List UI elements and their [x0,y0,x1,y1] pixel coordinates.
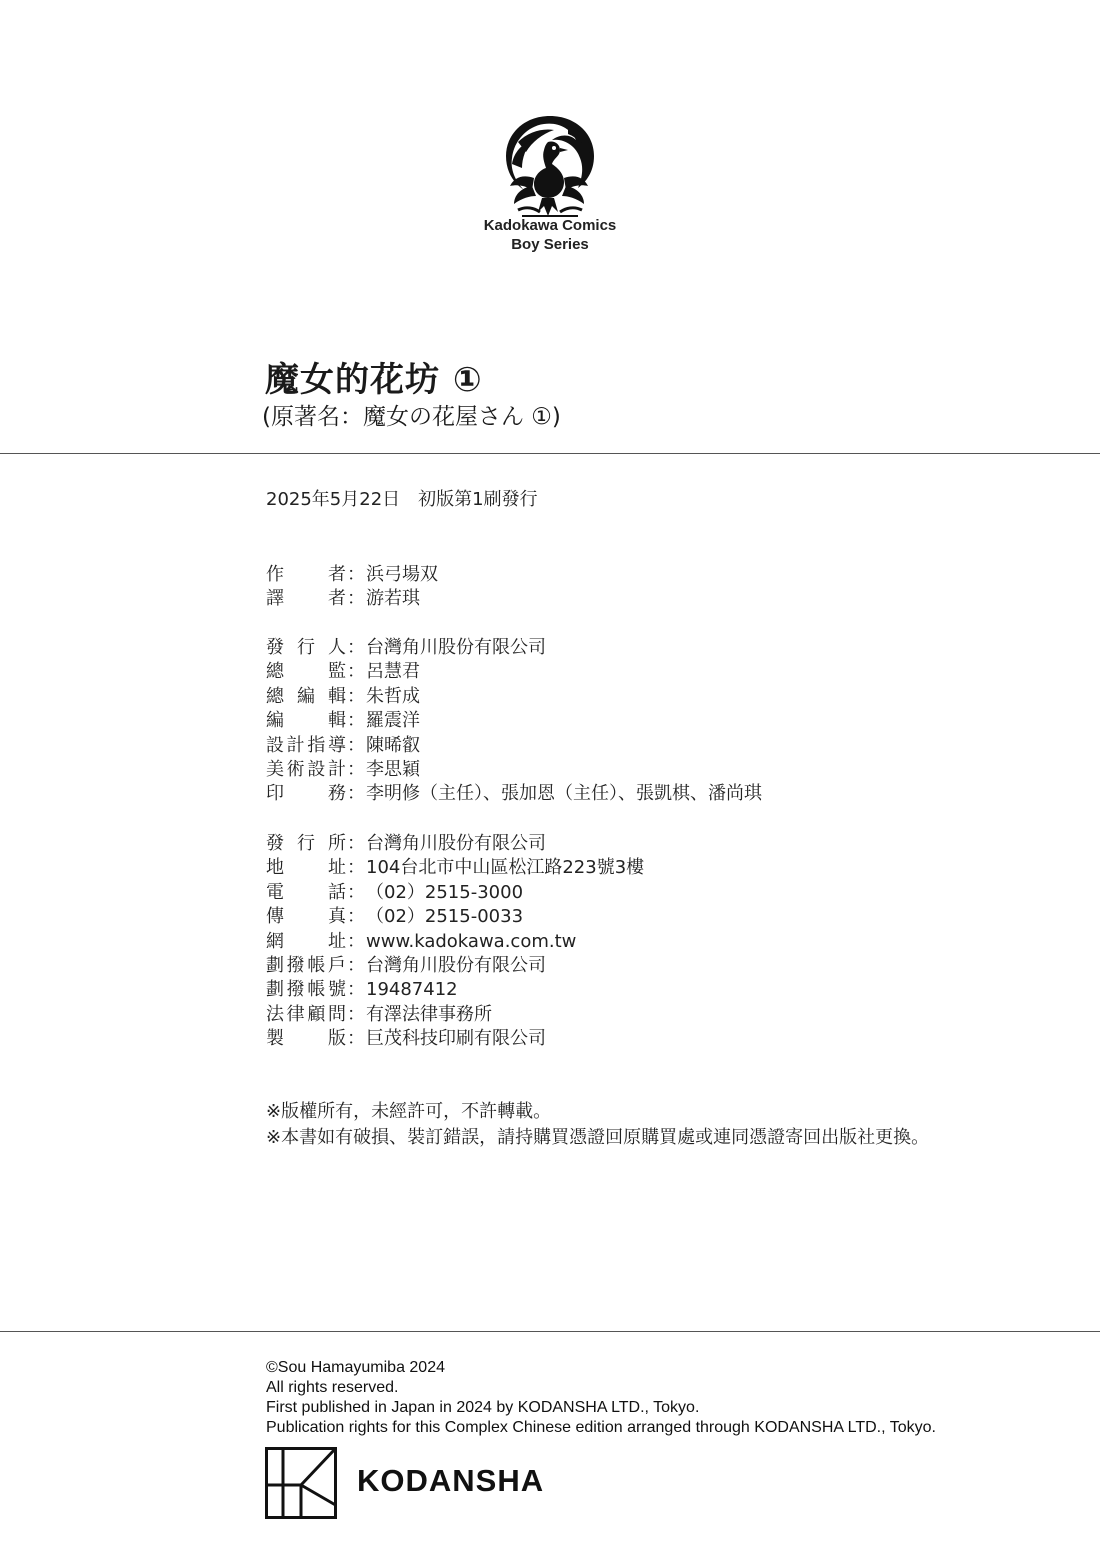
credit-label-char: 術 [286,758,305,780]
series-name-line1: Kadokawa Comics [483,217,617,234]
credit-label-char: 譯 [266,588,284,610]
divider-top [0,453,1100,454]
credit-value: 李明修（主任）、張加恩（主任）、張凱棋、潘尚琪 [366,783,762,805]
divider-bottom [0,1331,1100,1332]
credit-label-char: 法 [266,1003,284,1025]
credit-label-char: 律 [286,1003,305,1025]
credit-value: （02）2515-0033 [366,906,524,928]
credit-row [266,758,762,782]
credit-separator: ： [347,685,365,707]
credit-row [266,734,762,758]
copyright-line: All rights reserved. [266,1379,399,1396]
credit-label [266,782,346,806]
credit-row [266,563,438,587]
credit-label-char: 輯 [328,685,346,707]
credit-row [266,930,644,954]
credit-label-char: 版 [328,1028,346,1050]
book-title: 魔女的花坊 ① [265,360,483,400]
credit-row [266,1003,644,1027]
original-title: (原著名：魔女の花屋さん ①) [262,404,561,430]
credit-row [266,636,762,660]
credit-separator: ： [347,783,365,805]
notices [266,1099,929,1151]
credit-label [266,709,346,733]
credit-label [266,758,346,782]
credit-label [266,930,346,954]
credit-label-char: 印 [266,783,284,805]
credit-separator: ： [347,758,365,780]
credit-value: 有澤法律事務所 [366,1003,492,1025]
credit-separator: ： [347,906,365,928]
credit-label [266,587,346,611]
credit-separator: ： [347,833,365,854]
credits-publisher-info [266,832,644,1052]
credit-label-char: 顧 [307,1003,326,1025]
credit-separator: ： [347,979,365,1001]
credit-label-char: 監 [328,661,346,683]
credit-label [266,954,346,978]
credit-label-char: 話 [328,881,346,903]
credit-row [266,881,644,905]
credit-row [266,978,644,1002]
credit-label-char: 所 [328,833,346,854]
credit-label-char: 設 [307,758,326,780]
credit-value: 羅震洋 [366,710,420,732]
credit-label-char: 帳 [307,954,326,976]
credit-label-char: 行 [297,637,315,658]
credit-separator: ： [347,1003,365,1025]
credit-row [266,587,438,611]
credit-value: 朱哲成 [366,685,420,707]
credit-label-char: 製 [266,1028,284,1050]
credit-separator: ： [347,881,365,903]
credit-row [266,905,644,929]
credit-separator: ： [347,710,365,732]
credit-label-char: 人 [328,637,346,658]
credit-separator: ： [347,588,365,610]
phoenix-emblem-icon [498,112,602,222]
credit-label [266,832,346,856]
credit-label [266,660,346,684]
credit-separator: ： [347,1028,365,1050]
credit-label [266,1027,346,1051]
credit-row [266,709,762,733]
credit-label [266,881,346,905]
credit-label-char: 計 [286,734,305,756]
credit-label-char: 總 [266,661,284,683]
credit-label-char: 指 [307,734,326,756]
credit-label-char: 真 [328,906,346,928]
credit-label-char: 網 [266,930,284,952]
credit-separator: ： [347,661,365,683]
kodansha-mark-icon [265,1447,337,1519]
credit-label-char: 發 [266,637,284,658]
credit-label-char: 計 [327,758,346,780]
credit-label [266,685,346,709]
credit-label-char: 設 [266,734,284,756]
credit-label-char: 美 [266,758,284,780]
credit-label-char: 行 [297,833,315,854]
credit-row [266,954,644,978]
credit-label-char: 作 [266,564,284,585]
notice-line: ※版權所有，未經許可，不許轉載。 [266,1101,552,1122]
credit-label [266,978,346,1002]
credit-value: 浜弓場双 [366,564,438,585]
credit-label-char: 總 [266,685,284,707]
credit-label-char: 撥 [286,954,305,976]
credit-label-char: 戶 [327,954,346,976]
kodansha-logo-text: KODANSHA [357,1463,545,1498]
credit-label-char: 址 [328,930,346,952]
credits-staff [266,636,762,807]
copyright-line: ©Sou Hamayumiba 2024 [266,1359,445,1376]
credit-separator: ： [347,564,365,585]
credit-label-char: 導 [327,734,346,756]
credit-label-char: 劃 [266,954,284,976]
credit-separator: ： [347,954,365,976]
credit-label-char: 劃 [266,979,284,1001]
credit-label-char: 撥 [286,979,305,1001]
credit-label-char: 問 [327,1003,346,1025]
credit-separator: ： [347,857,365,879]
credit-value: 19487412 [366,979,458,1001]
credit-label-char: 編 [266,710,284,732]
credit-row [266,782,762,806]
credit-separator: ： [347,734,365,756]
credit-label-char: 電 [266,881,284,903]
credit-label-char: 編 [297,685,315,707]
credit-label-char: 地 [266,857,284,879]
credit-row [266,660,762,684]
copyright-line: First published in Japan in 2024 by KODANSHA LTD., Tokyo. [266,1399,700,1416]
credit-row [266,832,644,856]
credit-value: 台灣角川股份有限公司 [366,833,546,854]
credit-value: 游若琪 [366,588,420,610]
credit-row [266,685,762,709]
series-name-line2: Boy Series [511,236,589,253]
copyright-block [266,1358,936,1438]
credit-label [266,734,346,758]
credit-value: www.kadokawa.com.tw [366,930,577,952]
credit-label-char: 發 [266,833,284,854]
credit-value: 台灣角川股份有限公司 [366,637,546,658]
credit-label-char: 者 [328,588,346,610]
credit-value: 陳晞叡 [366,734,420,756]
credit-label-char: 者 [328,564,346,585]
credit-value: 台灣角川股份有限公司 [366,954,546,976]
credit-separator: ： [347,637,365,658]
credit-label [266,905,346,929]
credit-value: 巨茂科技印刷有限公司 [366,1028,546,1050]
credit-label-char: 址 [328,857,346,879]
credit-value: 呂慧君 [366,661,420,683]
credit-label-char: 輯 [328,710,346,732]
credit-separator: ： [347,930,365,952]
publication-date: 2025年5月22日 初版第1刷發行 [266,489,538,510]
credit-row [266,856,644,880]
notice-line: ※本書如有破損、裝訂錯誤，請持購買憑證回原購買處或連同憑證寄回出版社更換。 [266,1127,930,1148]
credit-value: （02）2515-3000 [366,881,524,903]
credit-value: 104台北市中山區松江路223號3樓 [366,857,645,879]
credit-label [266,563,346,587]
credit-label [266,856,346,880]
copyright-line: Publication rights for this Complex Chinese edition arranged through KODANSHA LTD., Tokyo. [266,1419,936,1436]
credit-label-char: 務 [328,783,346,805]
credit-label [266,1003,346,1027]
credit-label [266,636,346,660]
credit-value: 李思穎 [366,758,420,780]
credits-authors [266,563,438,612]
credit-label-char: 傳 [266,906,284,928]
credit-row [266,1027,644,1051]
credit-label-char: 號 [327,979,346,1001]
credit-label-char: 帳 [307,979,326,1001]
